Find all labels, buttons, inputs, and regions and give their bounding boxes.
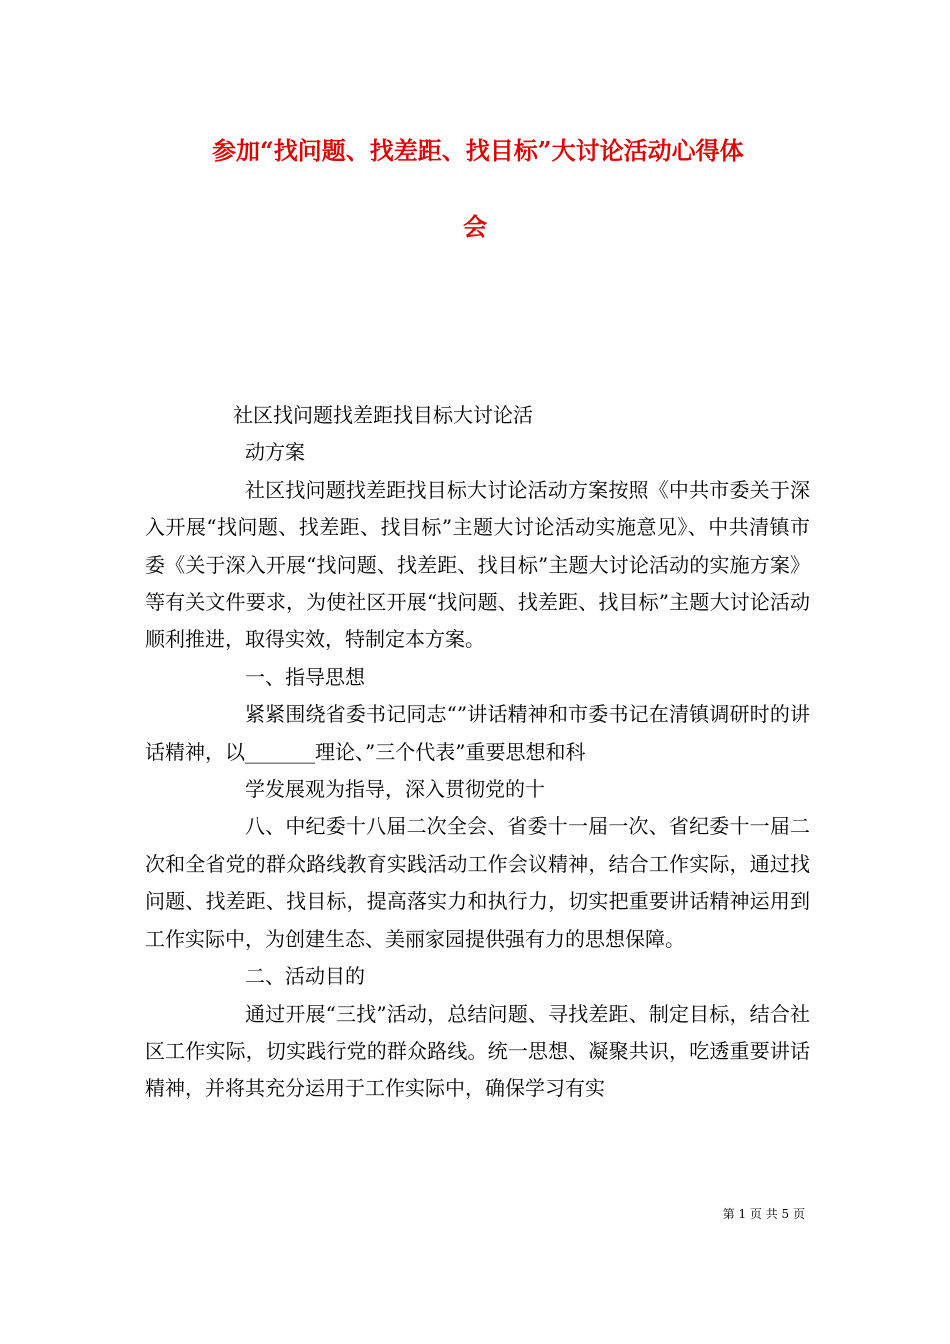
paragraph-subtitle-2: 动方案 [245, 440, 305, 465]
paragraph-guiding-thought: 紧紧围绕省委书记同志“”讲话精神和市委书记在清镇调研时的讲话精神，以_______理论、”三个代表”重要思想和科 [145, 702, 810, 764]
paragraph-subtitle-1: 社区找问题找差距找目标大讨论活 [233, 403, 533, 427]
paragraph-intro: 社区找问题找差距找目标大讨论活动方案按照《中共市委关于深入开展“找问题、找差距、找目标”主题大讨论活动实施意见》、中共清镇市委《关于深入开展“找问题、找差距、找目标”主题大讨论活动的实施方案》等有关文件要求，为使社区开展“找问题、找差距、找目标”主题大讨论活动顺利推进，取得实效，特制定本方案。 [145, 477, 810, 652]
page-number-footer: 第 1 页 共 5 页 [722, 1207, 805, 1221]
section-heading-guiding-thought: 一、指导思想 [245, 664, 365, 689]
document-body [145, 397, 810, 1108]
section-heading-activity-purpose: 二、活动目的 [245, 964, 365, 989]
document-title-line-2: 会 [463, 212, 487, 241]
document-title-line-1: 参加“找问题、找差距、找目标”大讨论活动心得体 [212, 136, 744, 165]
paragraph-guiding-thought-detail: 八、中纪委十八届二次全会、省委十一届一次、省纪委十一届二次和全省党的群众路线教育实践活动工作会议精神，结合工作实际，通过找问题、找差距、找目标，提高落实力和执行力，切实把重要讲话精神运用到工作实际中，为创建生态、美丽家园提供强有力的思想保障。 [145, 814, 810, 951]
paragraph-activity-purpose: 通过开展“三找”活动，总结问题、寻找差距、制定目标，结合社区工作实际，切实践行党的群众路线。统一思想、凝聚共识，吃透重要讲话精神，并将其充分运用于工作实际中，确保学习有实 [145, 1001, 810, 1101]
paragraph-guiding-thought-cont: 学发展观为指导，深入贯彻党的十 [245, 777, 545, 802]
